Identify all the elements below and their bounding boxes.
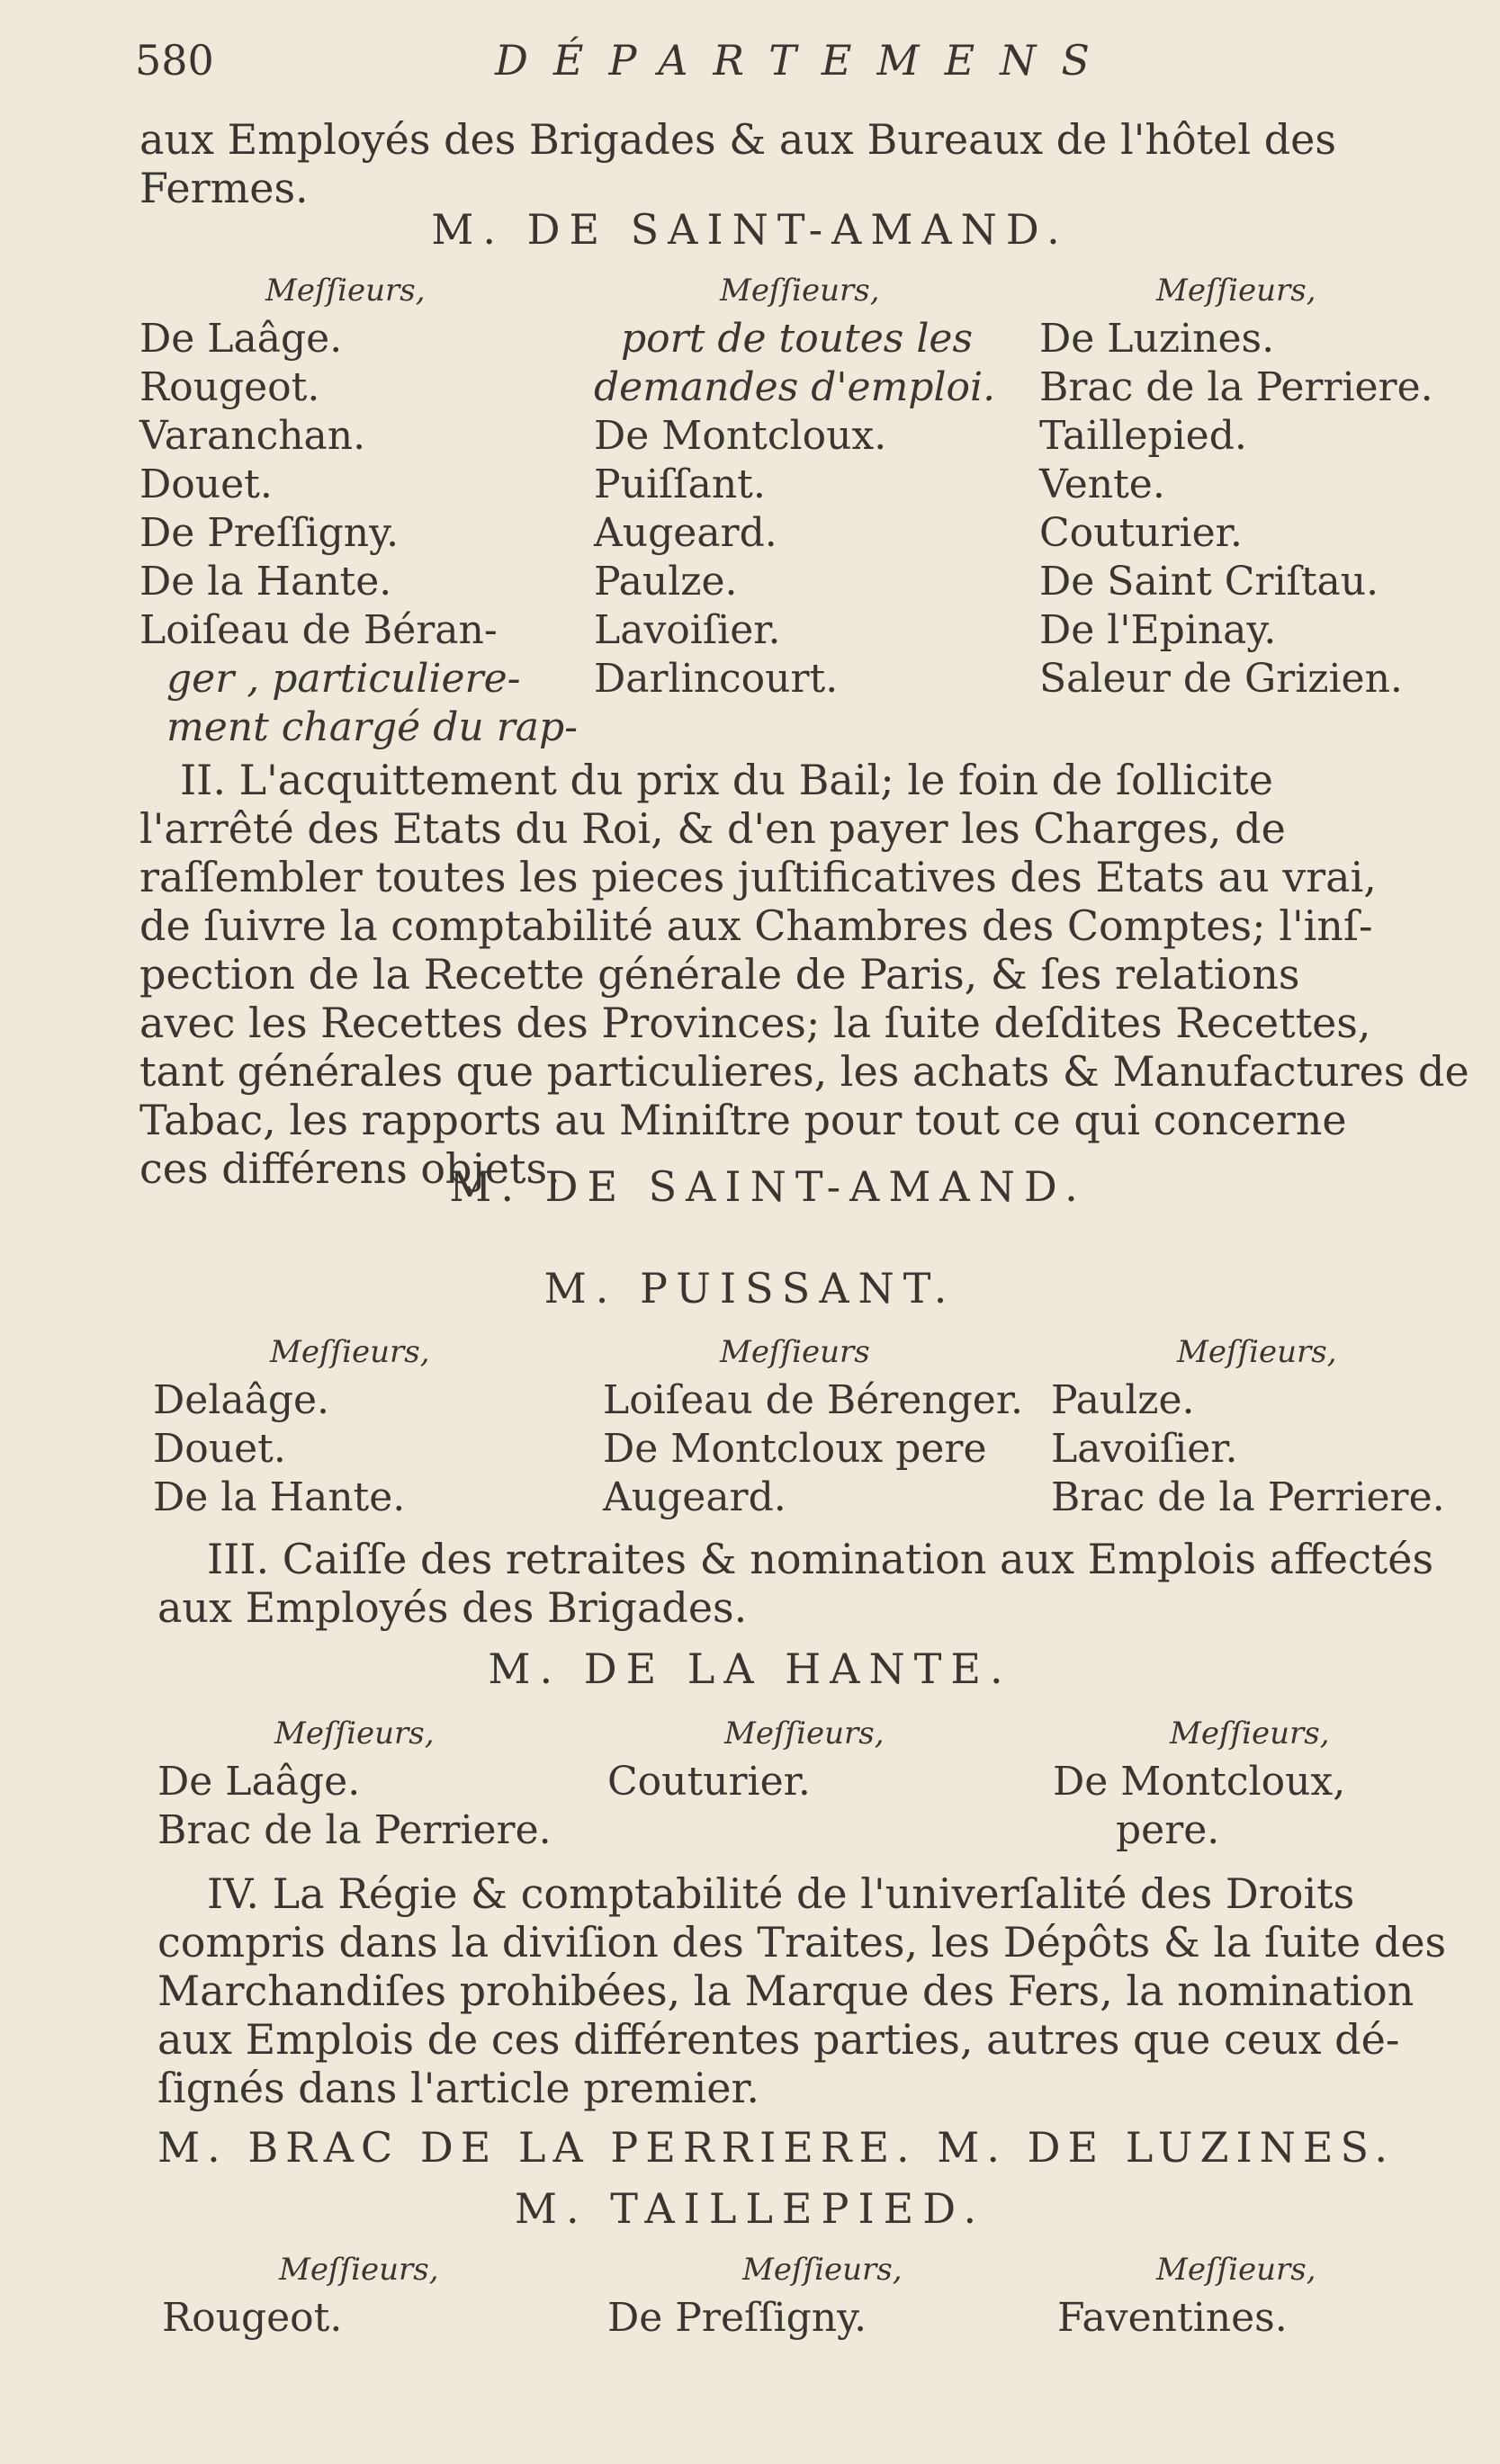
list-item: Vente.	[1039, 461, 1165, 507]
name-column	[157, 1709, 552, 1855]
list-item: Couturier.	[1039, 510, 1243, 556]
column-heading: Meſſieurs,	[742, 2252, 903, 2288]
list-item: Paulze.	[594, 559, 738, 605]
list-item: Faventines.	[1057, 2295, 1288, 2341]
text-line: l'arrêté des Etats du Roi, & d'en payer les Charges, de	[139, 804, 1286, 853]
name-column	[1051, 1328, 1445, 1522]
text-line: avec les Recettes des Provinces; la ſuite deſdites Recettes,	[139, 999, 1371, 1047]
text-line: de ſuivre la comptabilité aux Chambres des Comptes; l'inſ-	[139, 901, 1373, 950]
list-item: Augeard.	[603, 1474, 786, 1520]
column-heading: Meſſieurs,	[274, 1716, 435, 1752]
list-item: Brac de la Perriere.	[1051, 1474, 1445, 1520]
text-line: ſignés dans l'article premier.	[157, 2064, 760, 2112]
list-item: Rougeot.	[162, 2295, 343, 2341]
list-item: Lavoiſier.	[594, 607, 781, 653]
list-item: Delaâge.	[153, 1377, 330, 1423]
list-item: port de toutes les	[621, 316, 974, 362]
section-heading: M. PUISSANT.	[543, 1264, 957, 1313]
column-heading: Meſſieurs,	[270, 1334, 430, 1370]
column-heading: Meſſieurs,	[1156, 273, 1316, 309]
text-line: ces différens objets.	[139, 1144, 561, 1193]
column-heading: Meſſieurs,	[1177, 1334, 1337, 1370]
name-column	[162, 2245, 439, 2343]
list-item: De l'Epinay.	[1039, 607, 1277, 653]
section-heading: M. DE SAINT-AMAND.	[431, 205, 1069, 254]
text-line: tant générales que particulieres, les achats & Manufactures de	[139, 1047, 1469, 1096]
list-item: ment chargé du rap-	[166, 704, 578, 750]
list-item: Varanchan.	[139, 413, 366, 459]
list-item: Loiſeau de Béran-	[139, 607, 498, 653]
column-heading: Meſſieurs,	[1170, 1716, 1330, 1752]
list-item: Augeard.	[594, 510, 777, 556]
list-item: Loiſeau de Bérenger.	[603, 1377, 1024, 1423]
column-heading: Meſſieurs,	[265, 273, 426, 309]
list-item: ger , particuliere-	[166, 656, 521, 702]
list-item: Saleur de Grizien.	[1039, 656, 1403, 702]
text-line: aux Employés des Brigades.	[157, 1583, 748, 1632]
column-heading: Meſſieurs	[720, 1334, 870, 1370]
list-item: demandes d'emploi.	[594, 364, 996, 410]
list-item: Taillepied.	[1039, 413, 1247, 459]
list-item: Couturier.	[607, 1759, 811, 1805]
name-column	[153, 1328, 430, 1522]
column-heading: Meſſieurs,	[279, 2252, 439, 2288]
text-line: Fermes.	[139, 164, 309, 212]
list-item: Douet.	[153, 1426, 286, 1472]
list-item: De la Hante.	[153, 1474, 406, 1520]
list-item: pere.	[1116, 1807, 1220, 1853]
list-item: Puiſſant.	[594, 461, 766, 507]
running-title: DÉPARTEMENS	[495, 36, 1115, 85]
list-item: Brac de la Perriere.	[157, 1807, 552, 1853]
list-item: Douet.	[139, 461, 273, 507]
list-item: Rougeot.	[139, 364, 320, 410]
page-number: 580	[135, 36, 214, 85]
name-column	[603, 1328, 1023, 1522]
text-line: raſſembler toutes les pieces juſtificatives des Etats au vrai,	[139, 853, 1377, 901]
column-heading: Meſſieurs,	[1156, 2252, 1316, 2288]
name-column	[1053, 1709, 1345, 1855]
list-item: De Saint Criſtau.	[1039, 559, 1379, 605]
text-line: III. Caiſſe des retraites & nomination aux Emplois affectés	[207, 1535, 1434, 1583]
name-column	[1039, 266, 1433, 703]
list-item: Darlincourt.	[594, 656, 839, 702]
text-line: Marchandiſes prohibées, la Marque des Fers, la nomination	[157, 1967, 1415, 2015]
section-heading: M. TAILLEPIED.	[514, 2184, 986, 2233]
text-line: aux Employés des Brigades & aux Bureaux de l'hôtel des	[139, 115, 1337, 164]
page-header	[135, 36, 1449, 99]
name-column	[139, 266, 578, 752]
list-item: De Montcloux.	[594, 413, 887, 459]
name-column	[594, 266, 995, 703]
list-item: Brac de la Perriere.	[1039, 364, 1433, 410]
list-item: De Montcloux pere	[603, 1426, 987, 1472]
text-line: aux Emplois de ces différentes parties, autres que ceux dé-	[157, 2015, 1400, 2064]
section-heading: M. DE LA HANTE.	[488, 1644, 1012, 1693]
list-item: De Preſſigny.	[139, 510, 400, 556]
text-line: compris dans la diviſion des Traites, les Dépôts & la ſuite des	[157, 1918, 1447, 1967]
text-line: IV. La Régie & comptabilité de l'univerſalité des Droits	[207, 1869, 1355, 1918]
column-heading: Meſſieurs,	[720, 273, 880, 309]
section-heading: M. DE SAINT-AMAND.	[449, 1162, 1087, 1211]
name-column	[607, 1709, 885, 1806]
name-column	[1057, 2245, 1316, 2343]
text-line: II. L'acquittement du prix du Bail; le foin de ſollicite	[180, 756, 1273, 804]
section-heading: M. BRAC DE LA PERRIERE. M. DE LUZINES.	[157, 2123, 1395, 2172]
list-item: Paulze.	[1051, 1377, 1195, 1423]
column-heading: Meſſieurs,	[724, 1716, 885, 1752]
list-item: Lavoiſier.	[1051, 1426, 1238, 1472]
text-line: Tabac, les rapports au Miniſtre pour tout ce qui concerne	[139, 1096, 1347, 1144]
list-item: De Laâge.	[139, 316, 343, 362]
list-item: De la Hante.	[139, 559, 392, 605]
list-item: De Montcloux,	[1053, 1759, 1346, 1805]
list-item: De Luzines.	[1039, 316, 1275, 362]
text-line: pection de la Recette générale de Paris, & ſes relations	[139, 950, 1300, 999]
name-column	[607, 2245, 903, 2343]
list-item: De Laâge.	[157, 1759, 361, 1805]
list-item: De Preſſigny.	[607, 2295, 867, 2341]
